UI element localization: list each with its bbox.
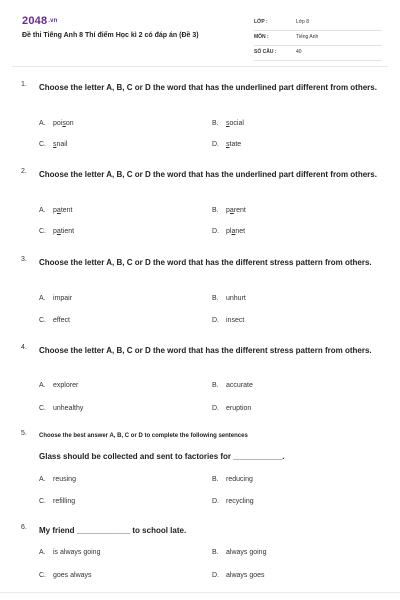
option-b[interactable] (212, 549, 266, 556)
option-a[interactable] (39, 549, 100, 556)
option-letter: A. (39, 549, 46, 556)
question-instruction: Choose the best answer A, B, C or D to complete the following sentences (39, 433, 248, 439)
option-a[interactable] (39, 382, 78, 389)
option-a[interactable] (39, 207, 73, 214)
option-text: snail (53, 141, 68, 148)
option-text: state (226, 141, 242, 148)
option-b[interactable] (212, 207, 246, 214)
site-logo[interactable] (22, 15, 58, 27)
question-number: 6. (21, 524, 27, 531)
option-text: parent (226, 207, 246, 214)
option-letter: A. (39, 120, 46, 127)
option-letter: C. (39, 141, 46, 148)
option-b[interactable] (212, 120, 244, 127)
option-d[interactable] (212, 405, 251, 412)
question-number: 3. (21, 256, 27, 263)
option-text: unhealthy (53, 405, 84, 412)
option-letter: B. (212, 382, 219, 389)
option-text: insect (226, 317, 245, 324)
option-letter: C. (39, 317, 46, 324)
meta-label: MÔN : (254, 34, 269, 40)
exam-title: Đề thi Tiếng Anh 8 Thí điểm Học kì 2 có đáp án (Đề 3) (22, 32, 199, 39)
option-text: accurate (226, 382, 253, 389)
question-number: 5. (21, 430, 27, 437)
bottom-divider (0, 592, 400, 593)
question-text: Glass should be collected and sent to factories for ___________. (39, 452, 285, 461)
option-d[interactable] (212, 228, 245, 235)
option-text: patent (53, 207, 73, 214)
option-letter: B. (212, 120, 219, 127)
option-text: is always going (53, 549, 101, 556)
question-text: Choose the letter A, B, C or D the word that has the different stress pattern from others. (39, 346, 372, 355)
meta-value: 40 (296, 49, 302, 55)
question-number: 4. (21, 344, 27, 351)
option-letter: B. (212, 476, 219, 483)
option-letter: B. (212, 295, 219, 302)
option-letter: D. (212, 317, 219, 324)
option-a[interactable] (39, 120, 74, 127)
question-text: Choose the letter A, B, C or D the word that has the different stress pattern from others. (39, 258, 372, 267)
option-letter: B. (212, 549, 219, 556)
option-letter: D. (212, 141, 219, 148)
option-text: impair (53, 295, 73, 302)
option-letter: A. (39, 295, 46, 302)
meta-row-subject (254, 31, 382, 46)
option-b[interactable] (212, 382, 253, 389)
header-divider (12, 66, 388, 67)
question-text: My friend ____________ to school late. (39, 526, 187, 535)
option-text: always goes (226, 572, 265, 579)
option-text: social (226, 120, 244, 127)
option-text: unhurt (226, 295, 246, 302)
option-b[interactable] (212, 295, 246, 302)
question-text: Choose the letter A, B, C or D the word that has the underlined part different from others. (39, 83, 377, 92)
option-text: planet (226, 228, 246, 235)
option-d[interactable] (212, 141, 241, 148)
option-text: refilling (53, 498, 76, 505)
option-letter: C. (39, 228, 46, 235)
option-c[interactable] (39, 405, 83, 412)
exam-header (12, 10, 388, 62)
option-c[interactable] (39, 498, 75, 505)
option-text: patient (53, 228, 75, 235)
option-letter: A. (39, 476, 46, 483)
meta-label: LỚP : (254, 19, 268, 25)
option-letter: D. (212, 405, 219, 412)
meta-value: Tiếng Anh (296, 34, 319, 40)
question-text: Choose the letter A, B, C or D the word that has the underlined part different from others. (39, 170, 377, 179)
meta-row-class (254, 16, 382, 31)
option-text: poison (53, 120, 74, 127)
option-letter: D. (212, 228, 219, 235)
option-text: eruption (226, 405, 252, 412)
option-a[interactable] (39, 295, 72, 302)
option-c[interactable] (39, 317, 70, 324)
question-number: 1. (21, 81, 27, 88)
logo-text: 2048 (22, 15, 48, 27)
option-text: reducing (226, 476, 253, 483)
option-text: explorer (53, 382, 79, 389)
option-letter: A. (39, 207, 46, 214)
option-letter: A. (39, 382, 46, 389)
option-text: goes always (53, 572, 92, 579)
exam-meta (254, 16, 382, 61)
option-letter: C. (39, 498, 46, 505)
option-text: effect (53, 317, 70, 324)
option-a[interactable] (39, 476, 76, 483)
option-c[interactable] (39, 141, 67, 148)
option-text: always going (226, 549, 267, 556)
option-letter: D. (212, 498, 219, 505)
option-letter: C. (39, 405, 46, 412)
option-letter: C. (39, 572, 46, 579)
option-b[interactable] (212, 476, 253, 483)
option-text: recycling (226, 498, 254, 505)
option-letter: B. (212, 207, 219, 214)
option-c[interactable] (39, 228, 74, 235)
option-c[interactable] (39, 572, 92, 579)
meta-row-count (254, 46, 382, 61)
option-text: reusing (53, 476, 76, 483)
option-d[interactable] (212, 317, 244, 324)
meta-label: SỐ CÂU : (254, 49, 277, 55)
option-letter: D. (212, 572, 219, 579)
logo-suffix: .vn (48, 18, 58, 25)
meta-value: Lớp 8 (296, 19, 310, 25)
question-number: 2. (21, 168, 27, 175)
option-d[interactable] (212, 572, 265, 579)
option-d[interactable] (212, 498, 254, 505)
